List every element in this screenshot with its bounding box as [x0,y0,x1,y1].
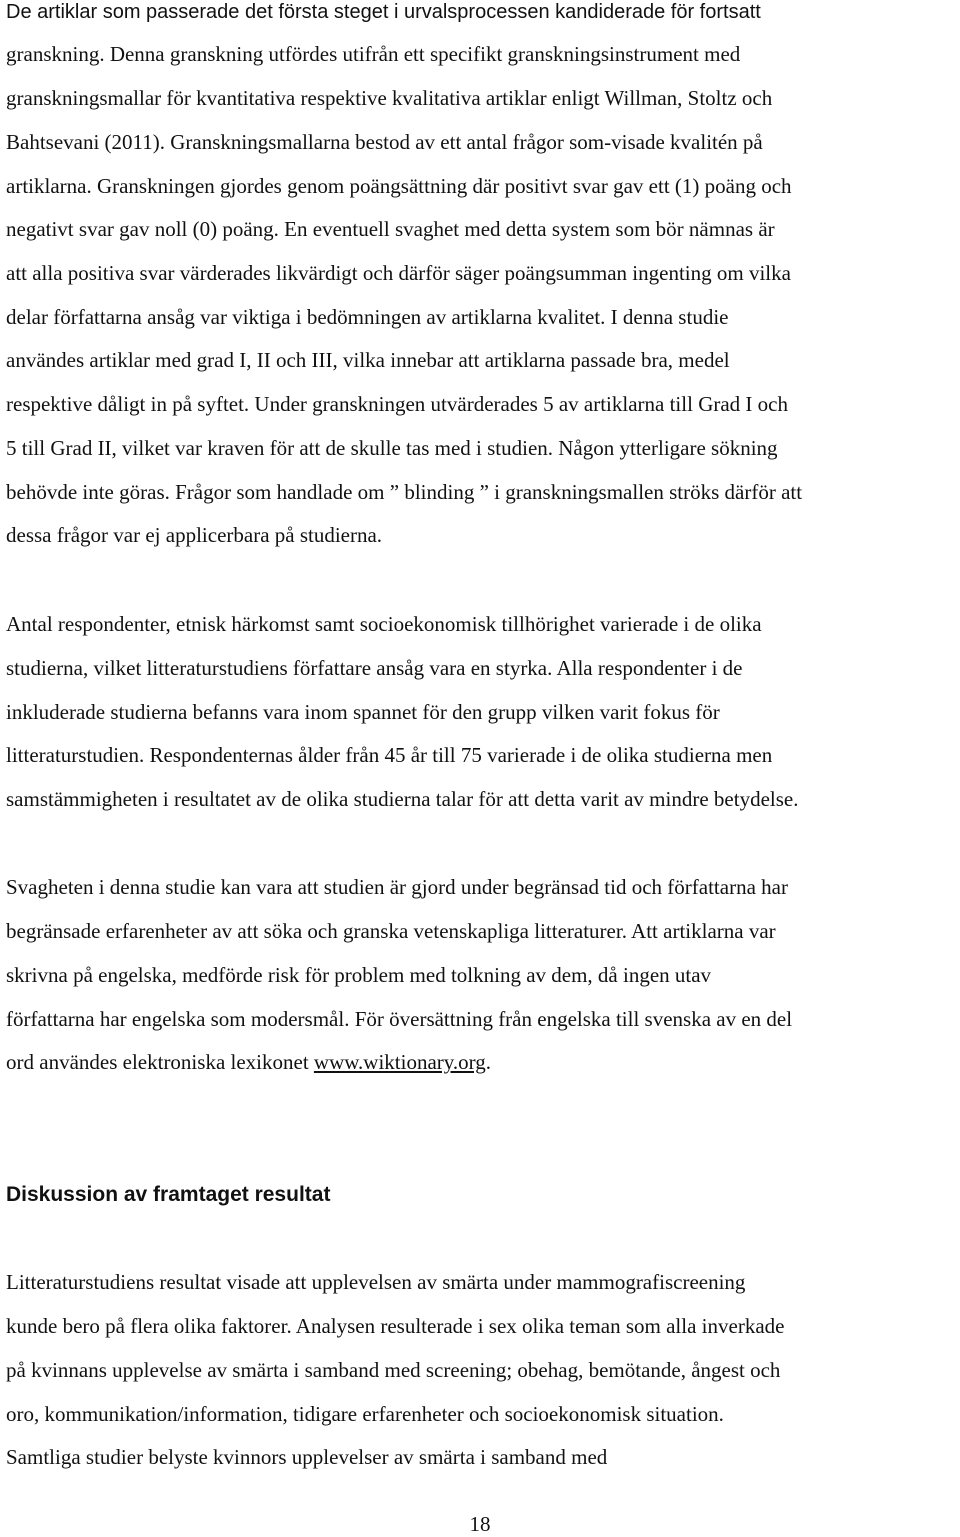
text-fragment: ord användes elektroniska lexikonet [6,1050,314,1074]
text-line: Litteraturstudiens resultat visade att upplevelsen av smärta under mammografiscreening [6,1270,746,1294]
text-line: användes artiklar med grad I, II och III, vilka innebar att artiklarna passade bra, medel [6,348,730,372]
text-line: granskningsmallar för kvantitativa respektive kvalitativa artiklar enligt Willman, Stoltz och [6,86,773,110]
text-line: samstämmigheten i resultatet av de olika studierna talar för att detta varit av mindre betydelse. [6,787,799,811]
text-line: begränsade erfarenheter av att söka och granska vetenskapliga litteraturer. Att artiklarna var [6,919,776,943]
text-line: Antal respondenter, etnisk härkomst samt socioekonomisk tillhörighet varierade i de olika [6,612,762,636]
text-line: negativt svar gav noll (0) poäng. En eventuell svaghet med detta system som bör nämnas är [6,217,775,241]
text-line: Samtliga studier belyste kvinnors upplevelser av smärta i samband med [6,1445,608,1469]
text-line: behövde inte göras. Frågor som handlade om ” blinding ” i granskningsmallen ströks därför att [6,480,803,504]
text-line: oro, kommunikation/information, tidigare erfarenheter och socioekonomisk situation. [6,1402,724,1426]
text-line: delar författarna ansåg var viktiga i bedömningen av artiklarna kvalitet. I denna studie [6,305,729,329]
text-line: granskning. Denna granskning utfördes utifrån ett specifikt granskningsinstrument med [6,42,741,66]
text-line: inkluderade studierna befanns vara inom spannet för den grupp vilken varit fokus för [6,700,720,724]
text-line: dessa frågor var ej applicerbara på studierna. [6,523,383,547]
text-line: skrivna på engelska, medförde risk för problem med tolkning av dem, då ingen utav [6,963,712,987]
page-number: 18 [469,1512,491,1536]
text-line: respektive dåligt in på syftet. Under granskningen utvärderades 5 av artiklarna till Grad I och [6,392,788,416]
text-line: Svagheten i denna studie kan vara att studien är gjord under begränsad tid och författarna har [6,875,788,899]
text-line: kunde bero på flera olika faktorer. Analysen resulterade i sex olika teman som alla inverkade [6,1314,785,1338]
text-line: Bahtsevani (2011). Granskningsmallarna bestod av ett antal frågor som-visade kvalitén på [6,130,763,154]
text-line: litteraturstudien. Respondenternas ålder från 45 år till 75 varierade i de olika studierna men [6,743,773,767]
text-line: författarna har engelska som modersmål. För översättning från engelska till svenska av en del [6,1007,793,1031]
text-line: artiklarna. Granskningen gjordes genom poängsättning där positivt svar gav ett (1) poäng och [6,174,792,198]
text-line [6,1049,491,1075]
text-line: att alla positiva svar värderades likvärdigt och därför säger poängsumman ingenting om vilka [6,261,791,285]
text-line: 5 till Grad II, vilket var kraven för att de skulle tas med i studien. Någon ytterligare sökning [6,436,778,460]
text-line: på kvinnans upplevelse av smärta i samband med screening; obehag, bemötande, ångest och [6,1358,781,1382]
wiktionary-link[interactable]: www.wiktionary.org [313,1050,486,1074]
text-line: studierna, vilket litteraturstudiens författare ansåg vara en styrka. Alla respondenter i de [6,656,743,680]
section-heading: Diskussion av framtaget resultat [6,1183,331,1206]
text-fragment: . [485,1050,492,1074]
text-line: De artiklar som passerade det första steget i urvalsprocessen kandiderade för fortsatt [6,1,761,23]
